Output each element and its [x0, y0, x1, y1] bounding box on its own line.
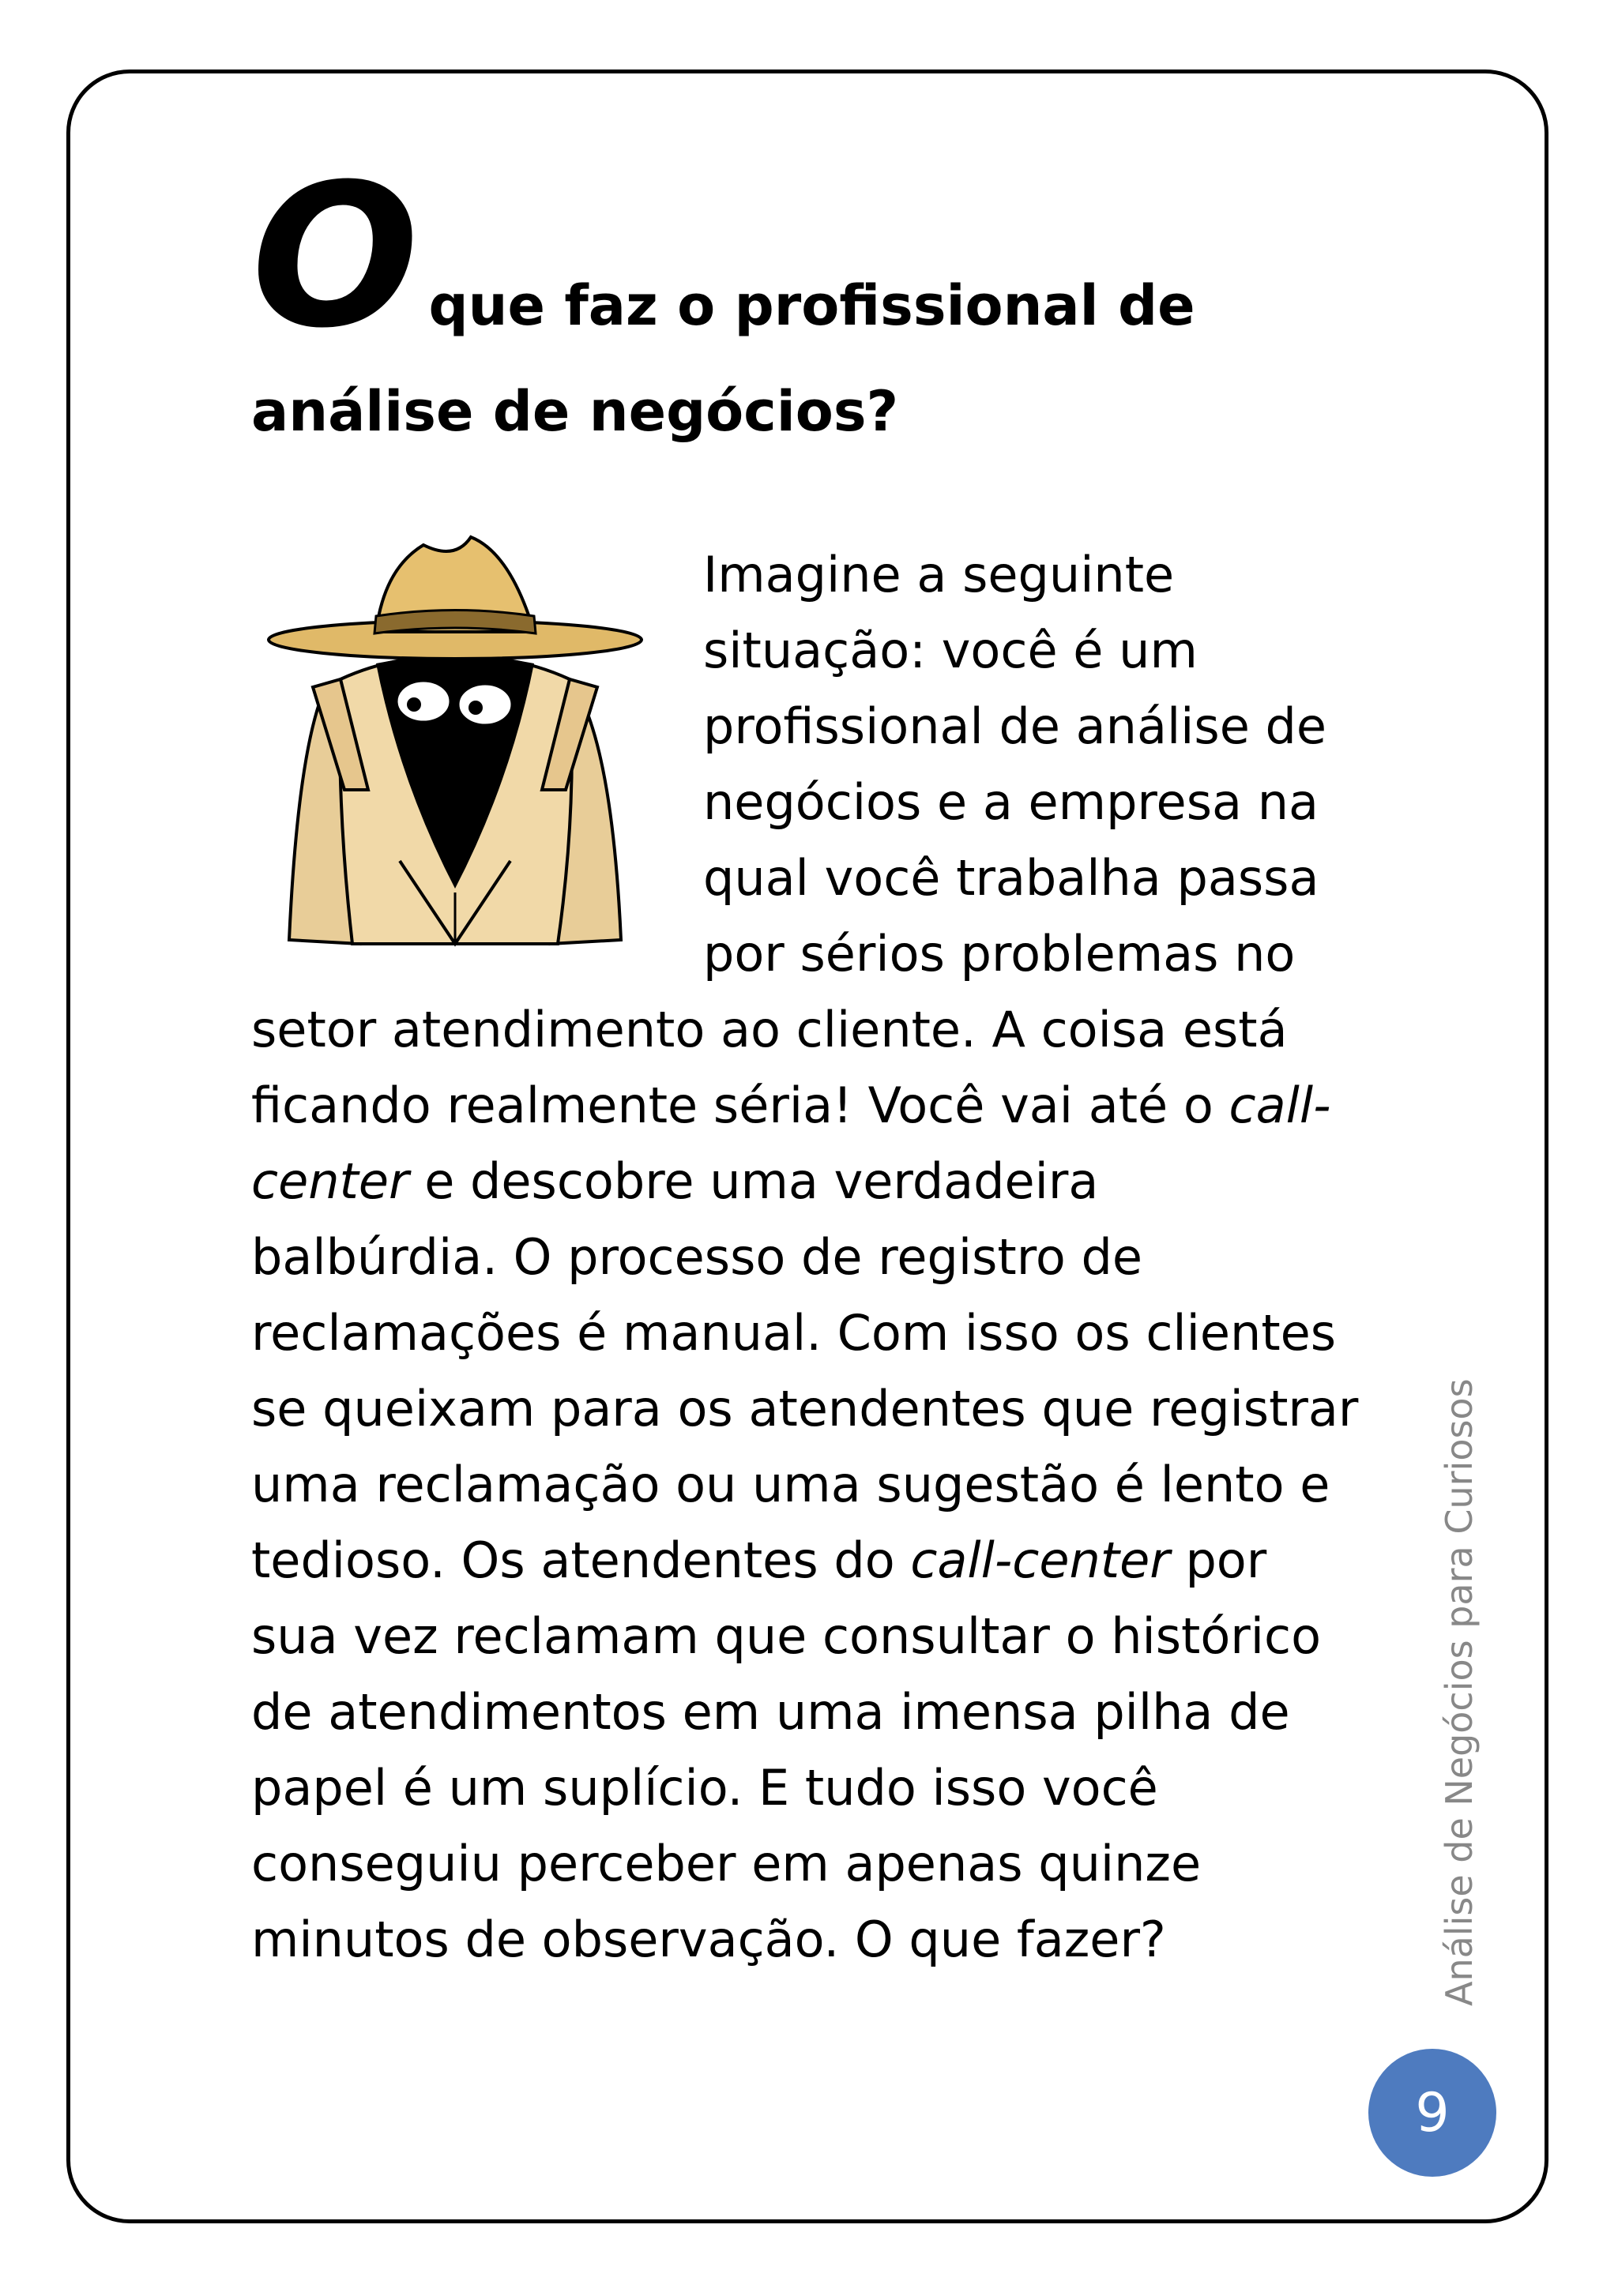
- body-text: [251, 537, 1389, 1978]
- body-line: situação: você é um: [703, 622, 1198, 679]
- italic-term: center: [251, 1152, 409, 1210]
- body-line-text: por: [1169, 1531, 1267, 1589]
- book-title-vertical: Análise de Negócios para Curiosos: [1438, 1378, 1481, 2006]
- title-dropcap: O: [251, 141, 415, 371]
- body-line: uma reclamação ou uma sugestão é lento e: [251, 1456, 1330, 1513]
- body-line: conseguiu perceber em apenas quinze: [251, 1835, 1202, 1892]
- body-line: [251, 1144, 1389, 1219]
- body-line-text: e descobre uma verdadeira: [408, 1152, 1099, 1210]
- body-line: reclamações é manual. Com isso os clientes: [251, 1304, 1337, 1362]
- body-line: negócios e a empresa na: [703, 773, 1319, 831]
- body-line: [251, 1068, 1389, 1144]
- body-line-text: tedioso. Os atendentes do: [251, 1531, 911, 1589]
- title-line-2: análise de negócios?: [251, 379, 899, 444]
- body-line: [251, 1523, 1389, 1599]
- body-line: papel é um suplício. E tudo isso você: [251, 1759, 1158, 1817]
- body-line-text: ficando realmente séria! Você vai até o: [251, 1077, 1229, 1134]
- italic-term: call-center: [910, 1531, 1170, 1589]
- body-line: por sérios problemas no: [703, 925, 1296, 983]
- body-line: se queixam para os atendentes que registrar: [251, 1380, 1359, 1437]
- body-line: Imagine a seguinte: [703, 546, 1175, 603]
- body-line: minutos de observação. O que fazer?: [251, 1911, 1166, 1968]
- title-line-1: que faz o profissional de: [428, 273, 1195, 338]
- body-line: qual você trabalha passa: [703, 849, 1319, 907]
- body-line: balbúrdia. O processo de registro de: [251, 1228, 1142, 1286]
- page-title: [251, 141, 1436, 444]
- body-line: profissional de análise de: [703, 697, 1327, 755]
- page-number-badge: 9: [1368, 2049, 1496, 2177]
- body-line: sua vez reclamam que consultar o histórico: [251, 1607, 1322, 1665]
- body-line: setor atendimento ao cliente. A coisa está: [251, 1001, 1288, 1058]
- italic-term: call-: [1229, 1077, 1331, 1134]
- body-line: de atendimentos em uma imensa pilha de: [251, 1683, 1290, 1741]
